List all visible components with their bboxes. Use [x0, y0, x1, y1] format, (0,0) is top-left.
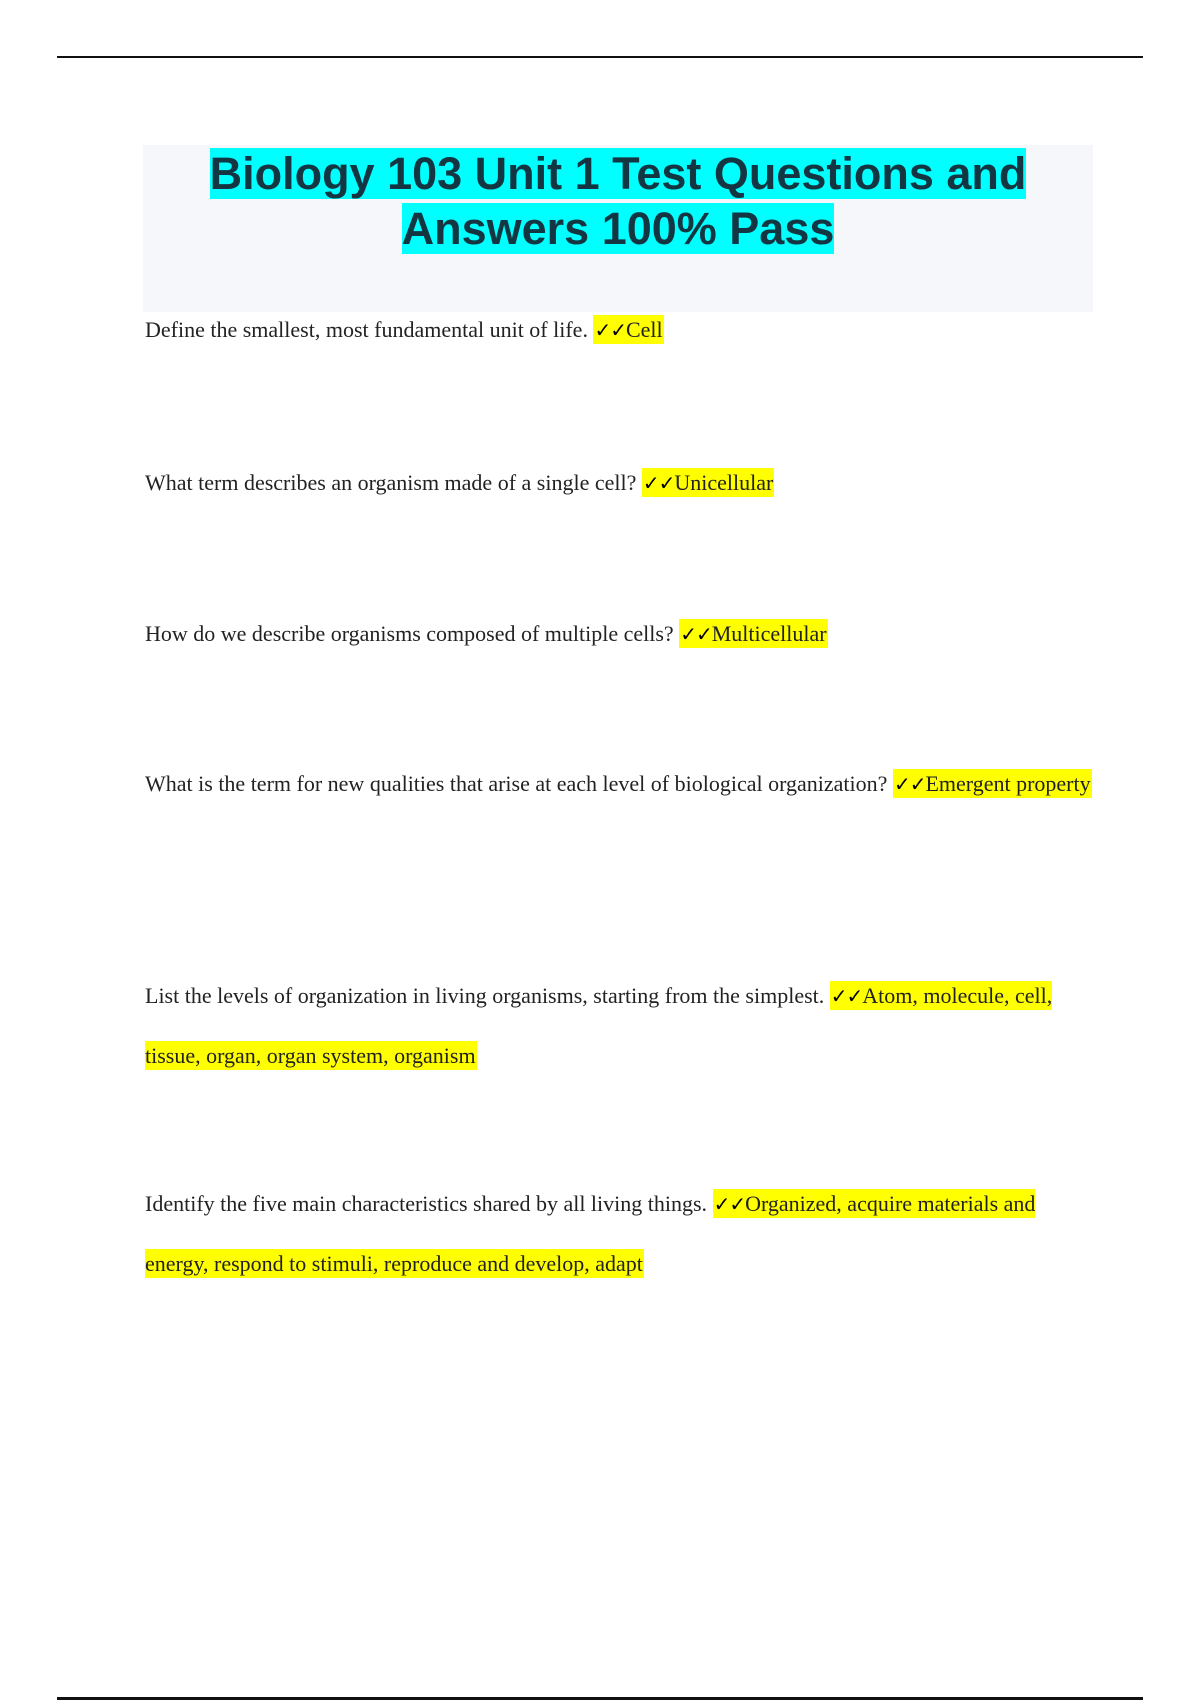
- answer-text: Multicellular: [711, 621, 827, 646]
- check-mark-icon: ✓✓: [893, 772, 926, 796]
- answer-highlight: [893, 769, 1092, 798]
- check-mark-icon: ✓✓: [594, 318, 626, 342]
- answer-text: Cell: [625, 317, 663, 342]
- qa-item-4: [145, 754, 1095, 814]
- check-mark-icon: ✓✓: [830, 984, 863, 1008]
- qa-item-5: [145, 966, 1095, 1086]
- top-rule: [57, 56, 1143, 58]
- qa-item-1: [145, 300, 1095, 360]
- check-mark-icon: ✓✓: [713, 1192, 746, 1216]
- answer-text: Emergent property: [925, 771, 1091, 796]
- question-text: Identify the five main characteristics shared by all living things.: [145, 1191, 708, 1216]
- answer-text: Unicellular: [674, 470, 774, 495]
- check-mark-icon: ✓✓: [680, 622, 712, 646]
- answer-highlight: [593, 315, 663, 344]
- answer-text: Atom, molecule, cell, tissue, organ, organ system, organism: [145, 983, 1053, 1068]
- answer-highlight: [642, 468, 774, 497]
- qa-item-6: [145, 1174, 1095, 1294]
- check-mark-icon: ✓✓: [642, 471, 675, 495]
- document-title-text: Biology 103 Unit 1 Test Questions and Answers 100% Pass: [209, 148, 1027, 254]
- question-text: What term describes an organism made of a single cell?: [145, 470, 637, 495]
- question-text: What is the term for new qualities that arise at each level of biological organization?: [145, 771, 888, 796]
- document-title: [143, 146, 1093, 256]
- question-text: Define the smallest, most fundamental unit of life.: [145, 317, 588, 342]
- answer-highlight: [679, 619, 827, 648]
- qa-item-3: [145, 604, 1095, 664]
- answer-text: Organized, acquire materials and energy, respond to stimuli, reproduce and develop, adapt: [145, 1191, 1036, 1276]
- qa-item-2: [145, 453, 1095, 513]
- question-text: How do we describe organisms composed of multiple cells?: [145, 621, 674, 646]
- question-text: List the levels of organization in living organisms, starting from the simplest.: [145, 983, 825, 1008]
